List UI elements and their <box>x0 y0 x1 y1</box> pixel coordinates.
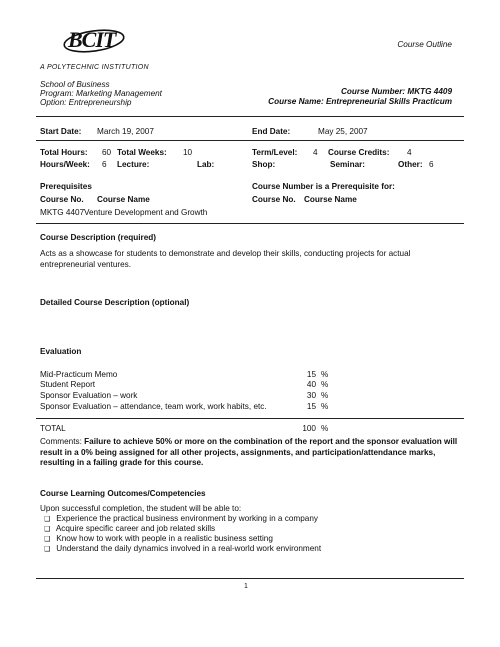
evaluation-item-unit: % <box>321 391 329 400</box>
end-date-value: May 25, 2007 <box>318 127 368 136</box>
total-hours-label: Total Hours: <box>40 148 88 157</box>
prereq-course-no: MKTG 4407 <box>40 208 85 217</box>
outcome-text: Understand the daily dynamics involved in a real-world work environment <box>56 544 322 553</box>
school-name: School of Business <box>40 80 110 89</box>
institution-tagline: A POLYTECHNIC INSTITUTION <box>40 64 149 71</box>
other-value: 6 <box>429 160 434 169</box>
prerequisites-heading: Prerequisites <box>40 182 92 191</box>
checkbox-bullet-icon: ❑ <box>44 536 51 543</box>
evaluation-total-label: TOTAL <box>40 424 66 433</box>
prereq-col-course-name: Course Name <box>97 195 150 204</box>
checkbox-bullet-icon: ❑ <box>44 546 51 553</box>
evaluation-item-unit: % <box>321 370 329 379</box>
option-name: Option: Entrepreneurship <box>40 98 132 107</box>
total-weeks-label: Total Weeks: <box>117 148 167 157</box>
evaluation-comments <box>40 437 460 469</box>
course-name: Course Name: Entrepreneurial Skills Practicum <box>268 96 452 106</box>
evaluation-item-value: 15 <box>306 402 316 411</box>
evaluation-item-label: Mid-Practicum Memo <box>40 370 118 379</box>
outcome-text: Acquire specific career and job related skills <box>55 524 216 533</box>
prereq-course-name: Venture Development and Growth <box>84 208 208 217</box>
program-name: Program: Marketing Management <box>40 89 162 98</box>
prereq-col-course-no: Course No. <box>40 195 84 204</box>
school-info <box>40 80 162 107</box>
hours-week-label: Hours/Week: <box>40 160 90 169</box>
total-weeks-value: 10 <box>183 148 193 157</box>
prereq-divider <box>36 223 464 224</box>
outcomes-intro: Upon successful completion, the student will be able to: <box>40 504 242 513</box>
total-hours-value: 60 <box>102 148 112 157</box>
list-item <box>44 524 215 533</box>
evaluation-item-label: Student Report <box>40 380 96 389</box>
seminar-label: Seminar: <box>330 160 366 169</box>
end-date-label: End Date: <box>252 127 291 136</box>
list-item <box>44 514 318 523</box>
header-divider <box>36 116 464 117</box>
course-id-block <box>268 87 452 106</box>
evaluation-item-value: 30 <box>306 391 316 400</box>
lecture-label: Lecture: <box>117 160 150 169</box>
outcomes-heading: Course Learning Outcomes/Competencies <box>40 489 206 498</box>
footer-divider <box>36 578 464 579</box>
checkbox-bullet-icon: ❑ <box>44 516 51 523</box>
start-date-label: Start Date: <box>40 127 82 136</box>
evaluation-total-value: 100 <box>302 424 316 433</box>
comments-text: Failure to achieve 50% or more on the combination of the report and the sponsor evaluation will result in a 0% being assigned for all other projects, assignments, and participation/attendance marks, resulting in a failing grade for this course. <box>40 437 458 467</box>
list-item <box>44 534 273 543</box>
term-level-label: Term/Level: <box>252 148 298 157</box>
evaluation-item-label: Sponsor Evaluation – work <box>40 391 138 400</box>
evaluation-total-divider <box>36 418 464 419</box>
evaluation-item-value: 40 <box>306 380 316 389</box>
detailed-description-heading: Detailed Course Description (optional) <box>40 298 190 307</box>
outcome-text: Experience the practical business environment by working in a company <box>56 514 318 523</box>
comments-label: Comments: <box>40 437 82 446</box>
outcome-text: Know how to work with people in a realistic business setting <box>56 534 273 543</box>
hours-week-value: 6 <box>102 160 107 169</box>
evaluation-item-unit: % <box>321 402 329 411</box>
evaluation-item-label: Sponsor Evaluation – attendance, team work, work habits, etc. <box>40 402 267 411</box>
shop-label: Shop: <box>252 160 276 169</box>
course-description-heading: Course Description (required) <box>40 233 157 242</box>
course-number: Course Number: MKTG 4409 <box>340 87 452 96</box>
prereq-for-heading: Course Number is a Prerequisite for: <box>252 182 395 191</box>
dates-divider <box>36 140 464 141</box>
evaluation-item-value: 15 <box>306 370 316 379</box>
start-date-value: March 19, 2007 <box>97 127 154 136</box>
term-level-value: 4 <box>313 148 318 157</box>
course-credits-label: Course Credits: <box>328 148 390 157</box>
bcit-logo: BCIT <box>68 27 116 52</box>
evaluation-heading: Evaluation <box>40 347 82 356</box>
prereq-for-col-course-no: Course No. <box>252 195 296 204</box>
other-label: Other: <box>398 160 423 169</box>
evaluation-total-unit: % <box>321 424 329 433</box>
document-type: Course Outline <box>397 40 452 49</box>
course-credits-value: 4 <box>407 148 412 157</box>
page-number: 1 <box>244 583 248 590</box>
checkbox-bullet-icon: ❑ <box>44 526 51 533</box>
list-item <box>44 544 321 553</box>
evaluation-item-unit: % <box>321 380 329 389</box>
prereq-for-col-course-name: Course Name <box>304 195 357 204</box>
lab-label: Lab: <box>197 160 215 169</box>
course-description-text: Acts as a showcase for students to demonstrate and develop their skills, conducting projects for actual entrepreneurial ventures. <box>40 249 411 269</box>
